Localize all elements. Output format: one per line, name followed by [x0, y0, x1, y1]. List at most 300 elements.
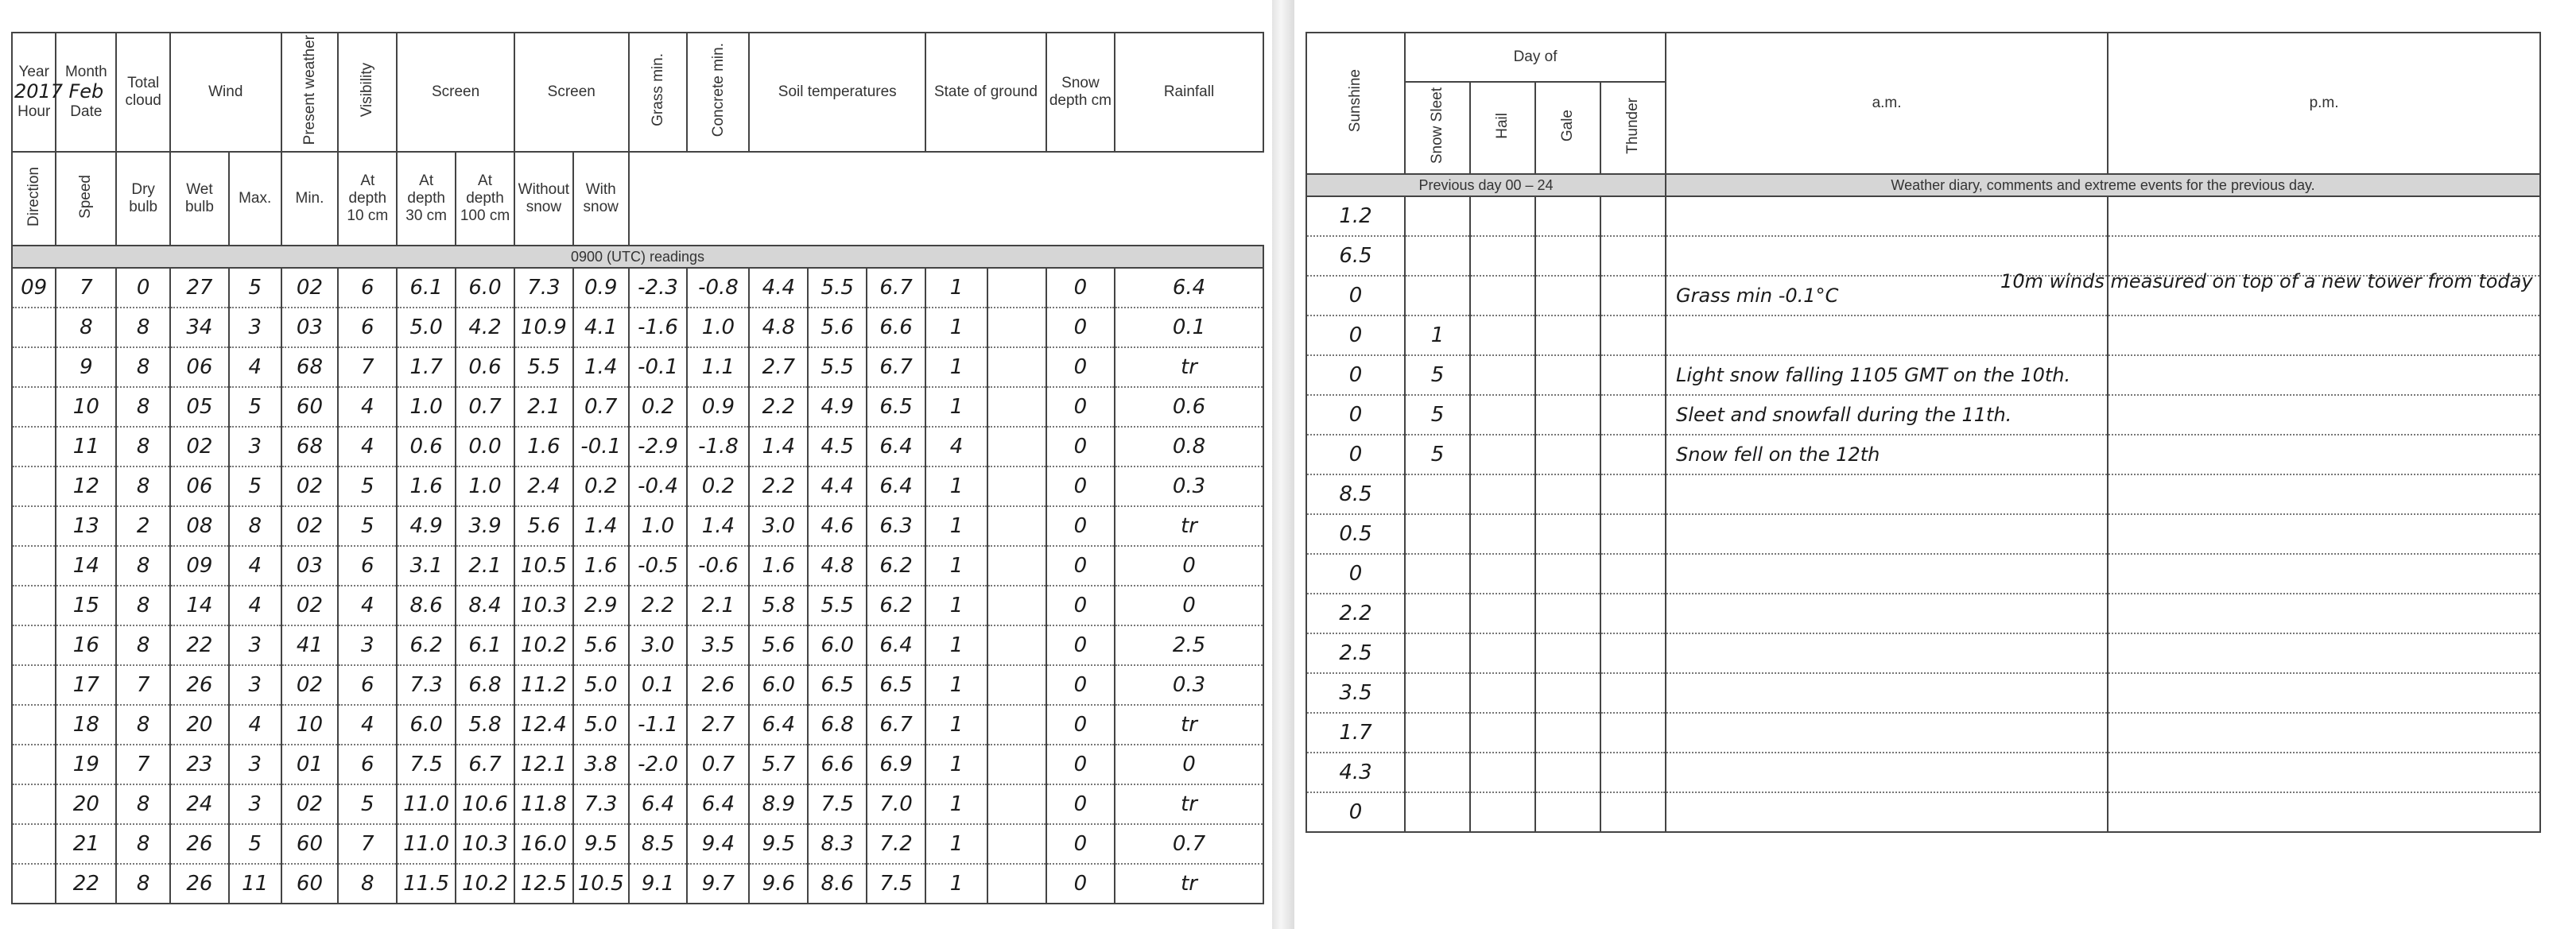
- cell-grass: -1.6: [629, 308, 688, 347]
- cell-date: 10: [56, 387, 116, 427]
- cell-min: 5.0: [573, 705, 629, 745]
- cell-concrete: 9.7: [687, 864, 749, 904]
- cell-hour: [12, 466, 56, 506]
- cell-grass: 2.2: [629, 586, 688, 625]
- cell-s100: 7.0: [867, 784, 925, 824]
- cell-wet: 6.0: [456, 268, 514, 308]
- cell-max: 10.9: [514, 308, 573, 347]
- diary-band: Weather diary, comments and extreme events for the previous day.: [1666, 174, 2540, 196]
- visibility-label: Visibility: [359, 63, 376, 118]
- table-row: [1306, 514, 2540, 554]
- cell-cloud: 8: [116, 586, 170, 625]
- dry-bulb-header: Dry bulb: [116, 152, 170, 246]
- cell-hour: [12, 427, 56, 466]
- cell-wet: 10.6: [456, 784, 514, 824]
- cell-snow: [1405, 236, 1470, 276]
- cell-gale: [1535, 673, 1600, 713]
- cell-snowdepth: 0: [1046, 387, 1115, 427]
- cell-max: 5.5: [514, 347, 573, 387]
- cell-with: [987, 705, 1046, 745]
- cell-s100: 6.4: [867, 466, 925, 506]
- table-row: [1306, 276, 2540, 315]
- cell-grass: 3.0: [629, 625, 688, 665]
- pm-header: p.m.: [2108, 33, 2540, 174]
- cell-dry: 7.5: [397, 745, 456, 784]
- am-header: a.m.: [1666, 33, 2108, 174]
- cell-max: 12.1: [514, 745, 573, 784]
- cell-date: 12: [56, 466, 116, 506]
- cell-grass: -2.0: [629, 745, 688, 784]
- cell-concrete: 9.4: [687, 824, 749, 864]
- hail-label: Hail: [1494, 112, 1511, 139]
- diary-body: [1306, 196, 2540, 832]
- cell-s100: 7.5: [867, 864, 925, 904]
- cell-min: -0.1: [573, 427, 629, 466]
- grass-min-header: [629, 33, 688, 152]
- snow-depth-header: Snow depth cm: [1046, 33, 1115, 152]
- table-row: [1306, 315, 2540, 355]
- cell-gale: [1535, 276, 1600, 315]
- table-row: [12, 864, 1263, 904]
- cell-s10: 1.6: [749, 546, 808, 586]
- cell-cloud: 2: [116, 506, 170, 546]
- thunder-header: [1600, 82, 1666, 174]
- thunder-label: Thunder: [1624, 97, 1642, 154]
- cell-hail: [1470, 633, 1535, 673]
- cell-grass: 9.1: [629, 864, 688, 904]
- cell-s100: 6.5: [867, 665, 925, 705]
- cell-rain: 0.3: [1115, 665, 1263, 705]
- cell-hail: [1470, 474, 1535, 514]
- cell-with: [987, 546, 1046, 586]
- concrete-min-header: [687, 33, 749, 152]
- cell-gale: [1535, 554, 1600, 594]
- cell-date: 14: [56, 546, 116, 586]
- cell-cloud: 8: [116, 784, 170, 824]
- day-of-header: Day of: [1405, 33, 1666, 82]
- cell-without: 1: [925, 665, 987, 705]
- cell-vis: 3: [338, 625, 397, 665]
- diary-pm-cell: [2108, 196, 2540, 236]
- diary-am-text: Light snow falling 1105 GMT on the 10th.: [1676, 364, 2071, 386]
- cell-wet: 10.2: [456, 864, 514, 904]
- cell-date: 21: [56, 824, 116, 864]
- present-weather-header: [281, 33, 339, 152]
- cell-without: 1: [925, 586, 987, 625]
- snow-sleet-label: Snow Sleet: [1429, 87, 1446, 165]
- cell-sunshine: 1.2: [1306, 196, 1405, 236]
- cell-gale: [1535, 395, 1600, 435]
- cell-concrete: 1.0: [687, 308, 749, 347]
- cell-rain: tr: [1115, 864, 1263, 904]
- cell-s10: 2.7: [749, 347, 808, 387]
- cell-vis: 4: [338, 586, 397, 625]
- cell-dry: 8.6: [397, 586, 456, 625]
- diary-am-cell: [1666, 270, 2533, 315]
- cell-dry: 4.9: [397, 506, 456, 546]
- cell-gale: [1535, 753, 1600, 792]
- cell-hail: [1470, 355, 1535, 395]
- cell-without: 1: [925, 268, 987, 308]
- cell-cloud: 8: [116, 705, 170, 745]
- cell-thunder: [1600, 395, 1666, 435]
- cell-snow: [1405, 792, 1470, 832]
- cell-s30: 6.6: [808, 745, 867, 784]
- cell-s30: 8.6: [808, 864, 867, 904]
- diary-am-cell: [1666, 792, 2108, 832]
- left-page: [0, 32, 1272, 903]
- table-row: [1306, 673, 2540, 713]
- gale-header: [1535, 82, 1600, 174]
- cell-hour: [12, 864, 56, 904]
- cell-thunder: [1600, 792, 1666, 832]
- cell-without: 1: [925, 308, 987, 347]
- cell-max: 12.4: [514, 705, 573, 745]
- cell-sunshine: 2.2: [1306, 594, 1405, 633]
- cell-snow: [1405, 594, 1470, 633]
- cell-weather: 60: [281, 824, 339, 864]
- table-row: [1306, 713, 2540, 753]
- cell-cloud: 8: [116, 864, 170, 904]
- diary-am-cell: [1666, 196, 2108, 236]
- cell-with: [987, 824, 1046, 864]
- diary-am-cell: [1666, 673, 2108, 713]
- cell-hour: [12, 824, 56, 864]
- soil-temperatures-header: Soil temperatures: [749, 33, 925, 152]
- year-label: Year: [18, 64, 49, 81]
- cell-wet: 10.3: [456, 824, 514, 864]
- cell-max: 12.5: [514, 864, 573, 904]
- wind-direction-label: Direction: [25, 166, 42, 226]
- cell-concrete: 2.1: [687, 586, 749, 625]
- cell-hail: [1470, 315, 1535, 355]
- cell-grass: -2.3: [629, 268, 688, 308]
- cell-gale: [1535, 594, 1600, 633]
- cell-snowdepth: 0: [1046, 347, 1115, 387]
- cell-hour: [12, 665, 56, 705]
- cell-without: 1: [925, 387, 987, 427]
- table-row: [1306, 435, 2540, 474]
- cell-snowdepth: 0: [1046, 586, 1115, 625]
- cell-speed: 3: [229, 665, 281, 705]
- cell-concrete: -0.8: [687, 268, 749, 308]
- cell-weather: 02: [281, 466, 339, 506]
- diary-am-text: Grass min -0.1°C: [1676, 285, 1839, 307]
- cell-snow: 5: [1405, 395, 1470, 435]
- diary-pm-cell: [2108, 594, 2540, 633]
- cell-s10: 3.0: [749, 506, 808, 546]
- cell-sunshine: 8.5: [1306, 474, 1405, 514]
- book-gutter: [1272, 0, 1294, 929]
- table-row: [12, 705, 1263, 745]
- cell-gale: [1535, 315, 1600, 355]
- diary-am-cell: [1666, 594, 2108, 633]
- cell-s100: 6.4: [867, 625, 925, 665]
- readings-band: 0900 (UTC) readings: [12, 246, 1263, 268]
- cell-wet: 0.6: [456, 347, 514, 387]
- table-row: [12, 466, 1263, 506]
- cell-dry: 1.6: [397, 466, 456, 506]
- diary-am-cell: [1666, 435, 2108, 474]
- cell-wet: 6.8: [456, 665, 514, 705]
- cell-hail: [1470, 792, 1535, 832]
- cell-without: 1: [925, 784, 987, 824]
- cell-weather: 03: [281, 308, 339, 347]
- cell-speed: 3: [229, 784, 281, 824]
- cell-gale: [1535, 435, 1600, 474]
- cell-wet: 0.7: [456, 387, 514, 427]
- cell-wet: 8.4: [456, 586, 514, 625]
- cell-min: 7.3: [573, 784, 629, 824]
- cell-snow: [1405, 554, 1470, 594]
- diary-pm-cell: [2108, 753, 2540, 792]
- cell-vis: 6: [338, 308, 397, 347]
- table-row: [12, 387, 1263, 427]
- cell-hour: [12, 745, 56, 784]
- cell-dry: 6.0: [397, 705, 456, 745]
- cell-max: 2.4: [514, 466, 573, 506]
- cell-speed: 5: [229, 268, 281, 308]
- hour-label: Hour: [17, 103, 51, 120]
- cell-snowdepth: 0: [1046, 705, 1115, 745]
- cell-dry: 11.5: [397, 864, 456, 904]
- cell-hour: 09: [12, 268, 56, 308]
- cell-max: 10.5: [514, 546, 573, 586]
- cell-with: [987, 625, 1046, 665]
- cell-thunder: [1600, 196, 1666, 236]
- diary-pm-cell: [2108, 554, 2540, 594]
- cell-weather: 10: [281, 705, 339, 745]
- cell-min: 0.2: [573, 466, 629, 506]
- cell-thunder: [1600, 236, 1666, 276]
- cell-with: [987, 864, 1046, 904]
- cell-s10: 6.4: [749, 705, 808, 745]
- diary-table: [1305, 32, 2541, 833]
- cell-s10: 9.6: [749, 864, 808, 904]
- cell-without: 1: [925, 546, 987, 586]
- cell-s10: 4.4: [749, 268, 808, 308]
- cell-date: 22: [56, 864, 116, 904]
- cell-weather: 02: [281, 586, 339, 625]
- cell-dir: 27: [170, 268, 229, 308]
- cell-min: 10.5: [573, 864, 629, 904]
- cell-vis: 7: [338, 347, 397, 387]
- cell-sunshine: 3.5: [1306, 673, 1405, 713]
- cell-speed: 5: [229, 387, 281, 427]
- diary-pm-cell: [2108, 633, 2540, 673]
- cell-dry: 11.0: [397, 824, 456, 864]
- screen-header-1: Screen: [397, 33, 514, 152]
- cell-max: 10.2: [514, 625, 573, 665]
- cell-snowdepth: 0: [1046, 665, 1115, 705]
- present-weather-label: Present weather: [301, 35, 318, 145]
- cell-speed: 3: [229, 745, 281, 784]
- table-row: [1306, 753, 2540, 792]
- cell-s30: 5.5: [808, 586, 867, 625]
- cell-hour: [12, 705, 56, 745]
- cell-hail: [1470, 753, 1535, 792]
- wind-direction-header: [12, 152, 56, 246]
- cell-date: 8: [56, 308, 116, 347]
- cell-thunder: [1600, 673, 1666, 713]
- cell-min: 2.9: [573, 586, 629, 625]
- diary-pm-cell: [2108, 355, 2540, 395]
- cell-weather: 02: [281, 784, 339, 824]
- cell-sunshine: 0.5: [1306, 514, 1405, 554]
- cell-s30: 4.6: [808, 506, 867, 546]
- cell-s30: 8.3: [808, 824, 867, 864]
- cell-date: 11: [56, 427, 116, 466]
- cell-s30: 5.5: [808, 347, 867, 387]
- cell-min: 5.6: [573, 625, 629, 665]
- cell-s10: 5.7: [749, 745, 808, 784]
- cell-with: [987, 784, 1046, 824]
- cell-grass: -1.1: [629, 705, 688, 745]
- cell-date: 13: [56, 506, 116, 546]
- cell-s30: 6.8: [808, 705, 867, 745]
- cell-wet: 6.1: [456, 625, 514, 665]
- cell-vis: 6: [338, 745, 397, 784]
- cell-hail: [1470, 514, 1535, 554]
- cell-snowdepth: 0: [1046, 864, 1115, 904]
- cell-speed: 4: [229, 586, 281, 625]
- table-row: [12, 784, 1263, 824]
- cell-s10: 2.2: [749, 466, 808, 506]
- cell-speed: 5: [229, 824, 281, 864]
- cell-snowdepth: 0: [1046, 427, 1115, 466]
- cell-vis: 6: [338, 546, 397, 586]
- cell-dir: 26: [170, 824, 229, 864]
- soil-10cm-header: At depth 10 cm: [338, 152, 397, 246]
- cell-gale: [1535, 792, 1600, 832]
- cell-hail: [1470, 196, 1535, 236]
- diary-am-cell: [1666, 514, 2108, 554]
- cell-rain: 0.1: [1115, 308, 1263, 347]
- diary-am-cell: [1666, 315, 2108, 355]
- cell-speed: 3: [229, 427, 281, 466]
- diary-pm-cell: [2108, 315, 2540, 355]
- cell-date: 20: [56, 784, 116, 824]
- cell-hour: [12, 347, 56, 387]
- diary-am-cell: [1666, 554, 2108, 594]
- diary-pm-cell: [2108, 276, 2540, 315]
- cell-sunshine: 0: [1306, 395, 1405, 435]
- cell-sunshine: 2.5: [1306, 633, 1405, 673]
- cell-vis: 5: [338, 784, 397, 824]
- cell-snow: [1405, 753, 1470, 792]
- cell-s30: 7.5: [808, 784, 867, 824]
- cell-speed: 4: [229, 546, 281, 586]
- cell-thunder: [1600, 713, 1666, 753]
- cell-hour: [12, 506, 56, 546]
- diary-pm-cell: [2108, 514, 2540, 554]
- cell-snowdepth: 0: [1046, 745, 1115, 784]
- cell-with: [987, 347, 1046, 387]
- cell-sunshine: 4.3: [1306, 753, 1405, 792]
- cell-dir: 22: [170, 625, 229, 665]
- cell-cloud: 8: [116, 546, 170, 586]
- cell-hour: [12, 625, 56, 665]
- cell-grass: -0.4: [629, 466, 688, 506]
- year-value: 2017: [14, 80, 64, 103]
- cell-concrete: 2.7: [687, 705, 749, 745]
- cell-s100: 6.6: [867, 308, 925, 347]
- cell-weather: 01: [281, 745, 339, 784]
- cell-wet: 1.0: [456, 466, 514, 506]
- cell-vis: 6: [338, 665, 397, 705]
- cell-hour: [12, 546, 56, 586]
- cell-without: 4: [925, 427, 987, 466]
- cell-wet: 2.1: [456, 546, 514, 586]
- cell-concrete: 0.7: [687, 745, 749, 784]
- cell-hour: [12, 586, 56, 625]
- sunshine-label: Sunshine: [1347, 69, 1364, 133]
- cell-with: [987, 665, 1046, 705]
- cell-min: 4.1: [573, 308, 629, 347]
- cell-vis: 4: [338, 387, 397, 427]
- without-snow-header: Without snow: [514, 152, 573, 246]
- month-value: Feb: [68, 80, 104, 103]
- cell-vis: 5: [338, 466, 397, 506]
- cell-s30: 4.5: [808, 427, 867, 466]
- cell-s10: 8.9: [749, 784, 808, 824]
- cell-with: [987, 268, 1046, 308]
- cell-grass: 6.4: [629, 784, 688, 824]
- cell-snow: [1405, 474, 1470, 514]
- cell-s100: 6.5: [867, 387, 925, 427]
- cell-s10: 6.0: [749, 665, 808, 705]
- cell-dry: 7.3: [397, 665, 456, 705]
- cell-gale: [1535, 196, 1600, 236]
- cell-date: 17: [56, 665, 116, 705]
- cell-cloud: 8: [116, 466, 170, 506]
- cell-hail: [1470, 594, 1535, 633]
- cell-hour: [12, 387, 56, 427]
- year-header: [12, 33, 64, 152]
- cell-concrete: 0.2: [687, 466, 749, 506]
- cell-weather: 68: [281, 347, 339, 387]
- cell-dir: 08: [170, 506, 229, 546]
- cell-snow: [1405, 514, 1470, 554]
- cell-concrete: 0.9: [687, 387, 749, 427]
- table-row: [1306, 474, 2540, 514]
- cell-s30: 6.0: [808, 625, 867, 665]
- cell-dir: 34: [170, 308, 229, 347]
- cell-sunshine: 1.7: [1306, 713, 1405, 753]
- soil-100cm-header: At depth 100 cm: [456, 152, 514, 246]
- cell-hour: [12, 784, 56, 824]
- cell-concrete: -0.6: [687, 546, 749, 586]
- diary-pm-text: 10m winds measured on top of a new tower from today: [2000, 270, 2533, 292]
- cell-rain: 0.6: [1115, 387, 1263, 427]
- cell-thunder: [1600, 474, 1666, 514]
- table-row: [12, 506, 1263, 546]
- cell-dir: 23: [170, 745, 229, 784]
- cell-cloud: 0: [116, 268, 170, 308]
- month-header: [56, 33, 116, 152]
- cell-sunshine: 0: [1306, 315, 1405, 355]
- diary-am-text: Sleet and snowfall during the 11th.: [1676, 404, 2012, 426]
- cell-s100: 6.7: [867, 268, 925, 308]
- table-row: [1306, 594, 2540, 633]
- cell-snowdepth: 0: [1046, 308, 1115, 347]
- cell-concrete: 1.4: [687, 506, 749, 546]
- diary-am-cell: [1666, 753, 2108, 792]
- cell-speed: 8: [229, 506, 281, 546]
- cell-vis: 7: [338, 824, 397, 864]
- cell-rain: tr: [1115, 784, 1263, 824]
- cell-min: 1.4: [573, 347, 629, 387]
